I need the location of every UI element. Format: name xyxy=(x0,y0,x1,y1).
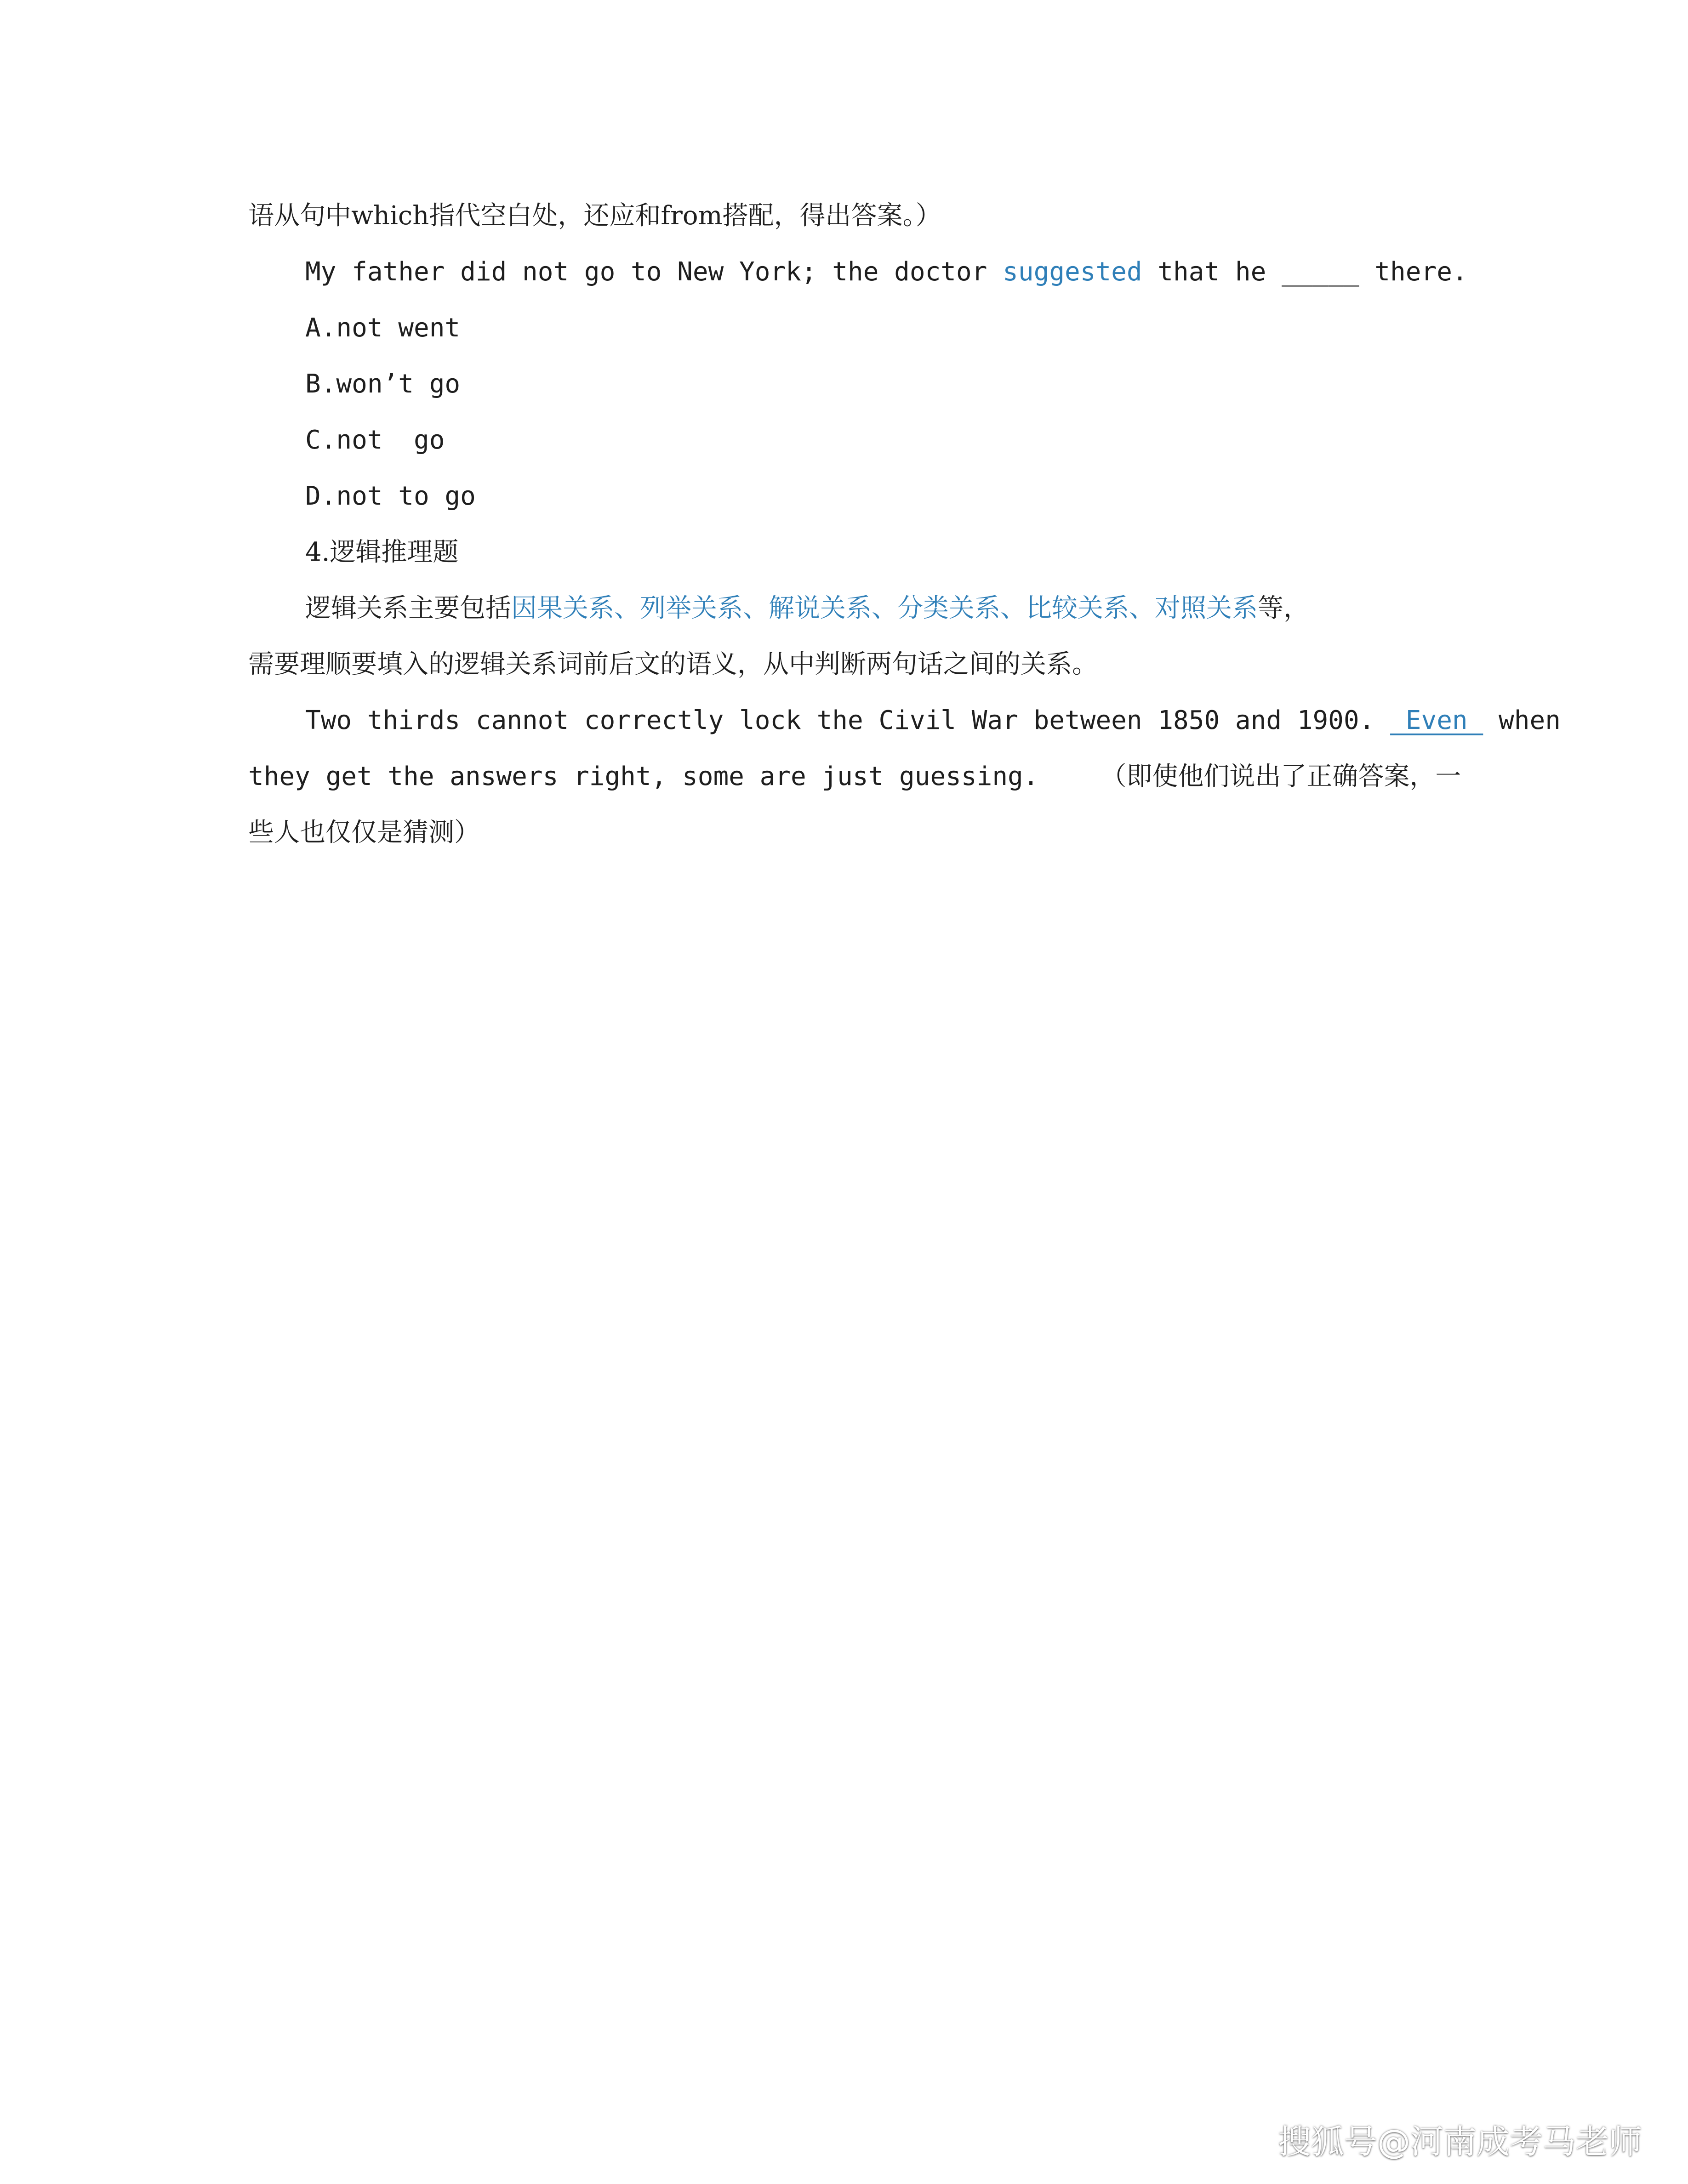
question-text-after: that he _____ there. xyxy=(1142,257,1468,287)
paragraph-continuation xyxy=(248,198,941,234)
example-text-after: when xyxy=(1483,705,1561,735)
suggested-keyword: suggested xyxy=(1003,257,1142,287)
example-text-before: Two thirds cannot correctly lock the Civil War between 1850 and 1900. xyxy=(305,705,1391,735)
logic-intro-prefix: 逻辑关系主要包括 xyxy=(305,593,511,623)
question-text-before: My father did not go to New York; the doctor xyxy=(305,257,1003,287)
option-b: B.won’t go xyxy=(305,369,461,399)
section-title: 4.逻辑推理题 xyxy=(305,537,459,567)
option-a: A.not went xyxy=(305,313,461,343)
option-d: D.not to go xyxy=(305,481,476,511)
sohu-watermark: 搜狐号@河南成考马老师 xyxy=(1277,2122,1642,2161)
question-sentence xyxy=(305,254,1468,290)
logic-relations-list: 因果关系、列举关系、解说关系、分类关系、比较关系、对照关系 xyxy=(511,593,1258,623)
example-sentence-line1 xyxy=(305,702,1561,739)
even-answer-blank: Even xyxy=(1390,705,1483,735)
example-sentence-line2: they get the answers right, some are just guessing. （即使他们说出了正确答案，一 xyxy=(248,762,1461,791)
example-sentence-line3: 些人也仅仅是猜测） xyxy=(248,818,480,847)
logic-explanation-line: 需要理顺要填入的逻辑关系词前后文的语义，从中判断两句话之间的关系。 xyxy=(248,649,1098,679)
logic-intro-line xyxy=(305,590,1309,627)
paragraph-continuation-text: 语从句中which指代空白处，还应和from搭配，得出答案。） xyxy=(248,201,941,231)
option-c: C.not go xyxy=(305,425,445,455)
logic-intro-suffix: 等， xyxy=(1258,593,1309,623)
